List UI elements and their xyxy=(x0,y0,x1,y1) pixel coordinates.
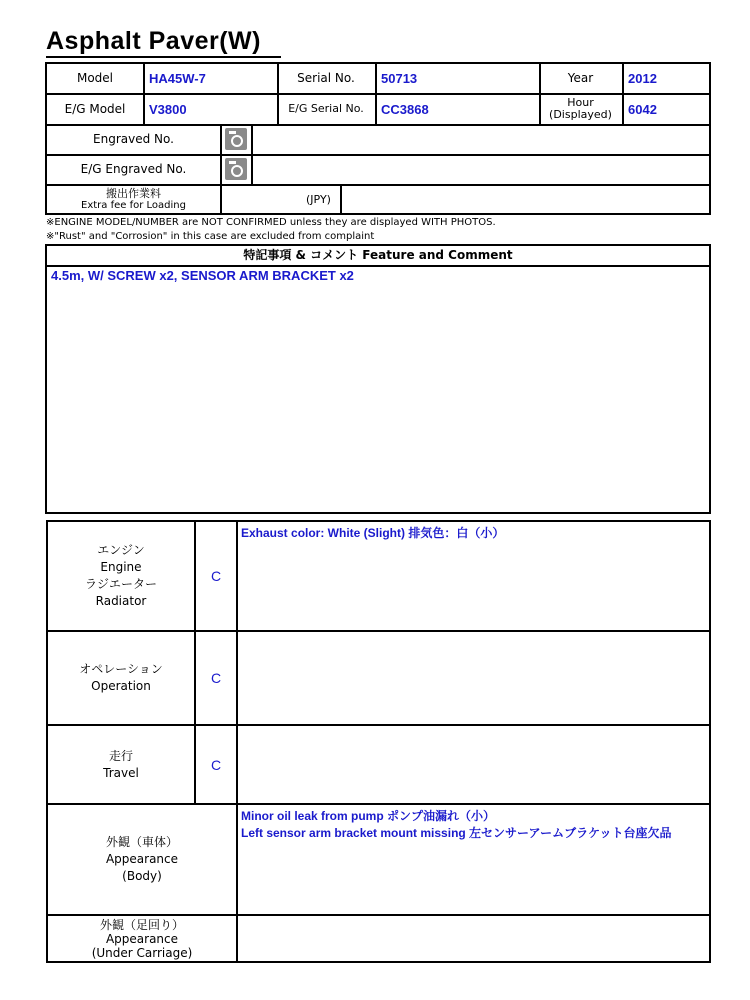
travel-label xyxy=(48,726,194,803)
hour-label xyxy=(539,94,622,124)
note-engine: ※ENGINE MODEL/NUMBER are NOT CONFIRMED unless they are displayed WITH PHOTOS. xyxy=(46,217,496,228)
travel-grade: C xyxy=(210,756,222,773)
currency-label: (JPY) xyxy=(306,193,331,206)
eg-serial-value: CC3868 xyxy=(381,101,429,117)
year-value: 2012 xyxy=(628,71,657,86)
serial-value: 50713 xyxy=(381,71,418,86)
eg-engraved-label: E/G Engraved No. xyxy=(80,162,187,176)
engine-comment: Exhaust color: White (Slight) 排気色：白（小） xyxy=(241,526,505,540)
operation-label-en: Operation xyxy=(91,679,151,693)
radiator-label-jp: ラジエーター xyxy=(84,577,157,591)
travel-label-en: Travel xyxy=(103,765,139,780)
appearance-body-label-en: Appearance xyxy=(105,852,179,866)
operation-label xyxy=(48,632,194,724)
extra-fee-label-jp: 搬出作業料 xyxy=(106,187,161,200)
engraved-label: Engraved No. xyxy=(93,132,174,146)
header-table xyxy=(45,62,711,215)
engine-label-jp: エンジン xyxy=(97,543,145,557)
appearance-under-label-en2: (Under Carriage) xyxy=(91,945,193,960)
appearance-body-label-jp: 外観（車体） xyxy=(105,835,178,849)
camera-icon[interactable] xyxy=(225,158,247,180)
eg-model-value: V3800 xyxy=(149,101,187,117)
travel-label-jp: 走行 xyxy=(108,748,133,763)
note-rust: ※"Rust" and "Corrosion" in this case are excluded from complaint xyxy=(46,231,375,242)
feature-header: 特記事項 & コメント Feature and Comment xyxy=(243,248,513,262)
engine-grade: C xyxy=(210,568,222,584)
inspection-table xyxy=(46,520,711,963)
feature-text: 4.5m, W/ SCREW x2, SENSOR ARM BRACKET x2 xyxy=(51,268,354,283)
feature-box xyxy=(45,244,711,514)
appearance-under-label-en: Appearance xyxy=(105,931,179,946)
hour-label-line1: Hour xyxy=(567,96,594,109)
hour-value: 6042 xyxy=(628,101,657,117)
appearance-body-label-en2: (Body) xyxy=(122,869,162,883)
operation-grade: C xyxy=(210,670,222,686)
engine-label xyxy=(48,522,194,630)
extra-fee-label xyxy=(47,185,220,215)
appearance-body-comment-2: Left sensor arm bracket mount missing 左センサーアームブラケット台座欠品 xyxy=(241,826,672,840)
year-label: Year xyxy=(567,71,594,85)
camera-icon[interactable] xyxy=(225,128,247,150)
serial-label: Serial No. xyxy=(297,71,355,85)
appearance-body-label xyxy=(48,805,236,914)
engine-label-en: Engine xyxy=(100,560,142,574)
hour-label-line2: (Displayed) xyxy=(549,108,612,121)
operation-label-jp: オペレーション xyxy=(79,662,163,676)
extra-fee-label-en: Extra fee for Loading xyxy=(81,200,186,211)
appearance-body-comment-1: Minor oil leak from pump ポンプ油漏れ（小） xyxy=(241,809,496,823)
eg-serial-label: E/G Serial No. xyxy=(288,102,364,115)
model-value: HA45W-7 xyxy=(149,71,206,86)
radiator-label-en: Radiator xyxy=(95,594,147,608)
eg-model-label: E/G Model xyxy=(64,101,126,116)
appearance-under-label xyxy=(48,916,236,961)
model-label: Model xyxy=(76,71,114,85)
page-title: Asphalt Paver(W) xyxy=(46,26,281,58)
appearance-under-label-jp: 外観（足回り） xyxy=(99,917,184,932)
